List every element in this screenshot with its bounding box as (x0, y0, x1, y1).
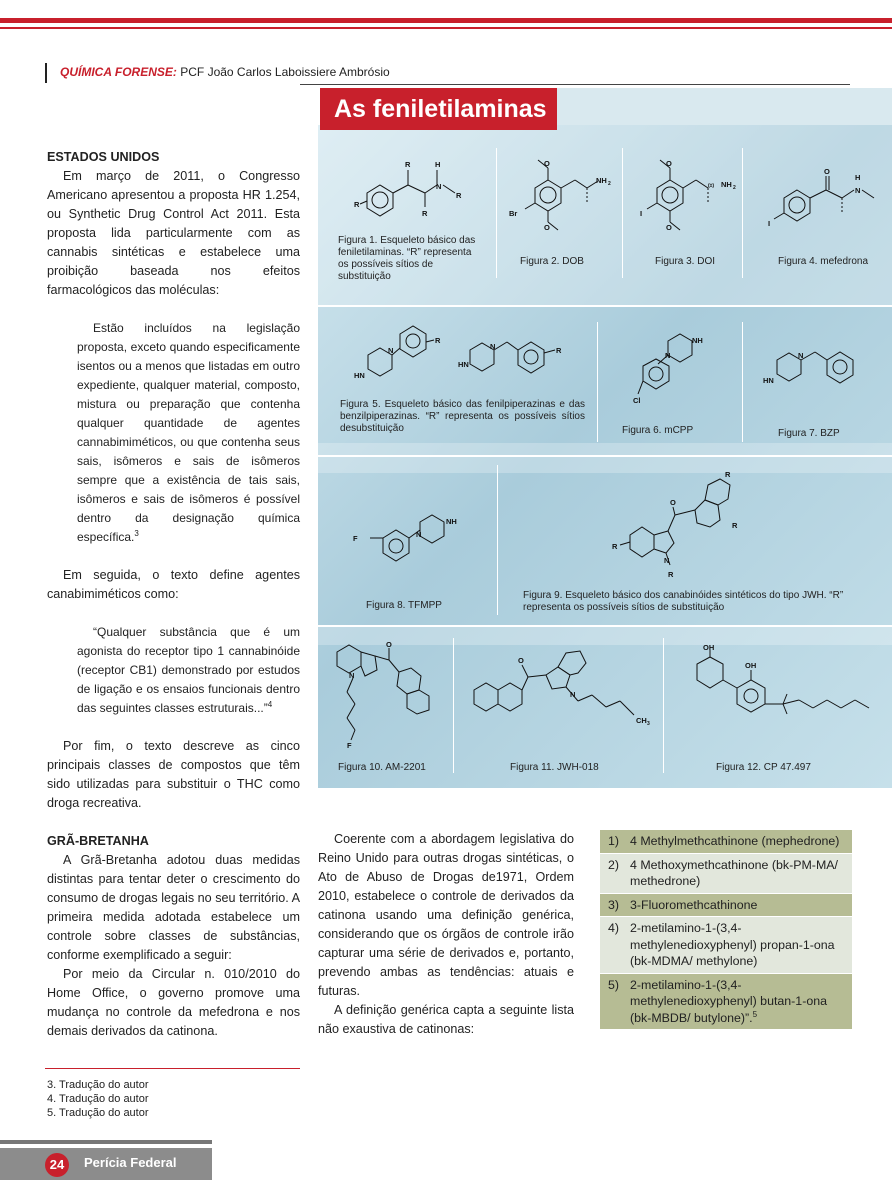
panel-divider (597, 322, 598, 442)
svg-text:N: N (855, 186, 861, 195)
svg-text:I: I (768, 219, 771, 228)
figure-3-caption: Figura 3. DOI (655, 256, 716, 267)
figure-6-structure (618, 326, 728, 421)
svg-text:H: H (435, 160, 441, 169)
footnote-rule (45, 1068, 300, 1069)
figure-3-structure (628, 150, 743, 245)
svg-text:N: N (349, 671, 355, 680)
svg-text:Br: Br (509, 209, 518, 218)
figure-9-structure (610, 465, 770, 585)
svg-text:HN: HN (458, 360, 469, 369)
figure-7-structure (755, 340, 875, 400)
figure-1-caption: Figura 1. Esqueleto básico das feniletilaminas. “R” representa os possíveis sítios de substituição (338, 235, 476, 282)
svg-text:O: O (670, 498, 676, 507)
svg-text:N: N (570, 690, 576, 699)
svg-text:R: R (405, 160, 411, 169)
panel-divider (496, 148, 497, 278)
header-section: QUÍMICA FORENSE: (60, 65, 177, 79)
paragraph: Coerente com a abordagem legislativa do Reino Unido para outras drogas sintéticas, o Ato de Abuso de Drogas de1971, Ordem 2010, estabelece o controle de derivados da catinona usando uma definição genérica, considerando que os órgãos de controle irão capturar uma série de derivados e, portanto, prevendo ambas as tendências: atuais e futuras. (318, 832, 574, 998)
figure-9-caption: Figura 9. Esqueleto básico dos canabinóides sintéticos do tipo JWH. “R” representa os possíveis sítios de substituição (523, 590, 844, 613)
panel-divider (622, 148, 623, 278)
footnote: 5. Tradução do autor (47, 1107, 149, 1119)
svg-text:N: N (388, 346, 394, 355)
svg-text:F: F (347, 741, 352, 750)
svg-text:N: N (664, 556, 670, 565)
middle-column (318, 830, 574, 1039)
svg-text:I: I (640, 209, 643, 218)
svg-text:O: O (824, 167, 830, 176)
paragraph: A Grã-Bretanha adotou duas medidas distintas para tentar deter o crescimento do consumo de drogas legais no seu território. A primeira medida adotada estabelece um controle sobre classes de substâncias, conforme exemplificado a seguir: (47, 853, 300, 962)
figure-8-caption: Figura 8. TFMPP (366, 600, 442, 611)
figure-2-structure (503, 150, 618, 245)
svg-text:R: R (354, 200, 360, 209)
header-rule (300, 84, 850, 85)
svg-text:R: R (668, 570, 674, 579)
svg-text:N: N (798, 351, 804, 360)
svg-text:O: O (518, 656, 524, 665)
figure-4-caption: Figura 4. mefedrona (778, 256, 869, 267)
list-item: 1) 4 Methylmethcathinone (mephedrone) (600, 830, 852, 854)
svg-text:NH: NH (596, 176, 607, 185)
panel-divider (663, 638, 664, 773)
figure-4-structure (762, 160, 887, 235)
svg-text:Cl: Cl (633, 396, 641, 405)
heading-gra-bretanha: GRÃ-BRETANHA (47, 834, 149, 848)
figure-5-structure (340, 320, 590, 400)
svg-text:3: 3 (647, 721, 650, 727)
paragraph: A definição genérica capta a seguinte lista não exaustiva de catinonas: (318, 1003, 574, 1036)
svg-text:O: O (666, 223, 672, 232)
svg-text:R: R (556, 346, 562, 355)
svg-text:N: N (416, 530, 422, 539)
svg-text:N: N (665, 351, 671, 360)
figure-10-caption: Figura 10. AM-2201 (338, 762, 426, 773)
svg-text:N: N (436, 182, 442, 191)
svg-text:R: R (435, 336, 441, 345)
legal-quote: Estão incluídos na legislação proposta, exceto quando especificamente isentos ou a menos que listadas em outro expediente, qualquer material, composto, mistura ou preparação que contenha qualquer quantidade de agentes cannabimiméticos, ou que contenha seus sais, isômeros e sais de isômeros sempre que a existência de tais sais, isômeros e sais de isômeros é possível dentro da designação química específica.$^3$ (77, 321, 300, 544)
figure-11-structure (466, 645, 656, 735)
top-rule (0, 18, 892, 23)
list-item: 5) 2-metilamino-1-(3,4-methylenedioxyphenyl) butan-1-ona (bk-MBDB/ butylone)”.$^5$ (600, 974, 852, 1031)
svg-text:R: R (725, 470, 731, 479)
footnote: 4. Tradução do autor (47, 1093, 149, 1105)
panel-divider (497, 465, 498, 615)
svg-text:N: N (490, 342, 496, 351)
list-item: 4) 2-metilamino-1-(3,4-methylenedioxyphenyl) propan-1-ona (bk-MDMA/ methylone) (600, 917, 852, 974)
figure-7-caption: Figura 7. BZP (778, 428, 840, 439)
running-header (45, 63, 390, 83)
svg-text:HN: HN (763, 376, 774, 385)
panel-divider (318, 625, 892, 627)
list-item: 3) 3-Fluoromethcathinone (600, 894, 852, 918)
list-item: 2) 4 Methoxymethcathinone (bk-PM-MA/ methedrone) (600, 854, 852, 894)
figure-12-structure (675, 642, 885, 752)
cathinone-list (600, 830, 852, 1030)
paragraph: Em março de 2011, o Congresso Americano apresentou a proposta HR 1.254, ou Synthetic Drug Control Act 2011. Esta proposta lida particularmente com as cannabis sintéticas e estabelece uma proibição baseada nos efeitos farmacológicos das moléculas: (47, 169, 300, 297)
paragraph: Por meio da Circular n. 010/2010 do Home Office, o governo promove uma mudança no controle da mefedrona e nos demais derivados da catinona. (47, 967, 300, 1038)
header-author: PCF João Carlos Laboissiere Ambrósio (180, 65, 390, 79)
footnote: 3. Tradução do autor (47, 1079, 149, 1091)
svg-text:O: O (544, 223, 550, 232)
figure-1-structure (350, 155, 490, 235)
figure-5-caption: Figura 5. Esqueleto básico das fenilpiperazinas e das benzilpiperazinas. “R” representa os possíveis sítios desubstituição (340, 399, 585, 434)
paragraph: Em seguida, o texto define agentes canabimiméticos como: (47, 568, 300, 601)
svg-text:2: 2 (733, 185, 736, 191)
svg-text:OH: OH (703, 643, 715, 652)
legal-quote: “Qualquer substância que é um agonista do receptor tipo 1 cannabinóide (receptor CB1) demonstrado por estudos de ligação e os ensaios funcionais dentro das seguintes classes estruturais...”$^4$ (77, 625, 300, 715)
figure-12-caption: Figura 12. CP 47.497 (716, 762, 811, 773)
heading-estados-unidos: ESTADOS UNIDOS (47, 150, 160, 164)
panel-divider (318, 455, 892, 457)
top-rule-thin (0, 27, 892, 29)
page-number: 24 (45, 1153, 69, 1177)
panel-divider (453, 638, 454, 773)
panel-divider (318, 305, 892, 307)
magazine-name: Perícia Federal (84, 1155, 177, 1170)
paragraph: Por fim, o texto descreve as cinco principais classes de compostos que têm sido utilizadas para substituir o THC como droga recreativa. (47, 739, 300, 810)
figure-6-caption: Figura 6. mCPP (622, 425, 694, 436)
panel-title-band (557, 88, 892, 125)
svg-text:NH: NH (446, 517, 457, 526)
svg-text:NH: NH (721, 180, 732, 189)
figure-10-structure (325, 640, 450, 755)
left-column (47, 148, 300, 1041)
svg-text:NH: NH (692, 336, 703, 345)
svg-text:O: O (544, 159, 550, 168)
figure-11-caption: Figura 11. JWH-018 (510, 762, 599, 773)
svg-text:F: F (353, 534, 358, 543)
svg-text:(±): (±) (708, 183, 715, 189)
svg-text:HN: HN (354, 371, 365, 380)
panel-divider (742, 322, 743, 442)
svg-text:R: R (422, 209, 428, 218)
svg-text:OH: OH (745, 661, 757, 670)
svg-text:R: R (456, 191, 462, 200)
svg-text:R: R (732, 521, 738, 530)
page-footer (0, 1148, 212, 1180)
figure-2-caption: Figura 2. DOB (520, 256, 584, 267)
svg-text:CH: CH (636, 716, 647, 725)
svg-text:R: R (612, 542, 618, 551)
svg-text:O: O (386, 640, 392, 649)
svg-text:H: H (855, 173, 861, 182)
footer-rule (0, 1140, 212, 1144)
figure-8-structure (348, 508, 478, 578)
panel-title: As feniletilaminas (320, 88, 557, 130)
footnotes (47, 1078, 149, 1120)
svg-text:2: 2 (608, 181, 611, 187)
svg-text:O: O (666, 159, 672, 168)
